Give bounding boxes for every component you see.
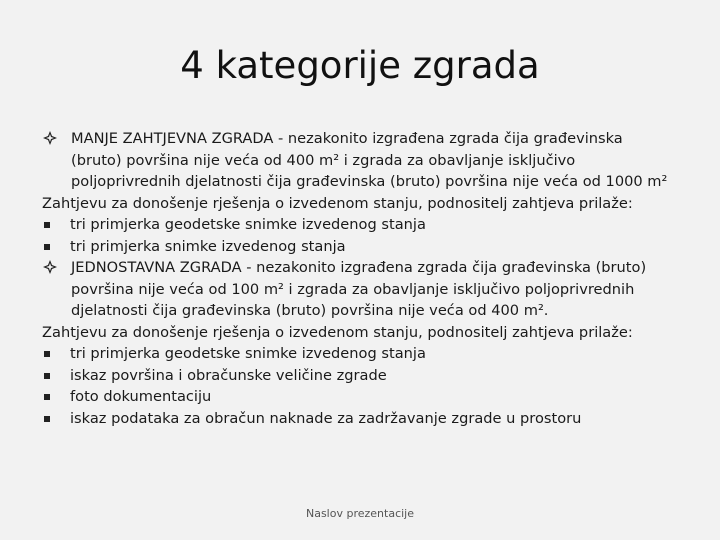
list-item xyxy=(42,408,682,430)
diamond-bullet-icon xyxy=(43,128,59,150)
list-item-text: iskaz površina i obračunske veličine zgrade xyxy=(70,366,387,384)
section-1-heading-line xyxy=(42,128,682,150)
list-item-text: tri primjerka snimke izvedenog stanja xyxy=(70,237,346,255)
section-1-line-2-row xyxy=(42,150,682,172)
section-1-line-2: (bruto) površina nije veća od 400 m² i zgrada za obavljanje isključivo xyxy=(71,151,576,169)
section-1-line-3: poljoprivrednih djelatnosti čija građevinska (bruto) površina nije veća od 1000 m² xyxy=(71,173,668,190)
section-1-intro-text: Zahtjevu za donošenje rješenja o izvedenom stanju, podnositelj zahtjeva prilaže: xyxy=(42,194,633,212)
list-item xyxy=(42,236,682,258)
slide-title: 4 kategorije zgrada xyxy=(180,44,540,87)
list-item-text: iskaz podataka za obračun naknade za zadržavanje zgrade u prostoru xyxy=(70,409,582,427)
section-2-line-2: površina nije veća od 100 m² i zgrada za obavljanje isključivo poljoprivrednih xyxy=(71,280,635,298)
square-bullet-icon xyxy=(44,394,50,400)
diamond-bullet-icon xyxy=(43,257,59,279)
list-item xyxy=(42,214,682,236)
list-item-text: tri primjerka geodetske snimke izvedenog stanja xyxy=(70,216,426,233)
slide-footer: Naslov prezentacije xyxy=(305,507,415,520)
section-2-intro xyxy=(42,322,682,344)
slide-content xyxy=(42,128,682,429)
section-2-line-3-row xyxy=(42,300,682,322)
square-bullet-icon xyxy=(44,373,50,379)
section-1-line-3-row xyxy=(42,171,682,193)
list-item-text: foto dokumentaciju xyxy=(70,388,212,405)
list-item xyxy=(42,365,682,387)
square-bullet-icon xyxy=(44,416,50,422)
list-item xyxy=(42,386,682,408)
section-2-line-3: djelatnosti čija građevinska (bruto) površina nije veća od 400 m². xyxy=(71,302,549,319)
square-bullet-icon xyxy=(44,222,50,228)
section-2-intro-text: Zahtjevu za donošenje rješenja o izvedenom stanju, podnositelj zahtjeva prilaže: xyxy=(42,323,633,341)
section-2-heading-line xyxy=(42,257,682,279)
list-item-text: tri primjerka geodetske snimke izvedenog stanja xyxy=(70,345,426,362)
square-bullet-icon xyxy=(44,244,50,250)
section-1-line-1: MANJE ZAHTJEVNA ZGRADA - nezakonito izgrađena zgrada čija građevinska xyxy=(71,130,623,147)
section-2-line-1: JEDNOSTAVNA ZGRADA - nezakonito izgrađena zgrada čija građevinska (bruto) xyxy=(71,259,647,276)
section-1-intro xyxy=(42,193,682,215)
square-bullet-icon xyxy=(44,351,50,357)
section-2-line-2-row xyxy=(42,279,682,301)
list-item xyxy=(42,343,682,365)
